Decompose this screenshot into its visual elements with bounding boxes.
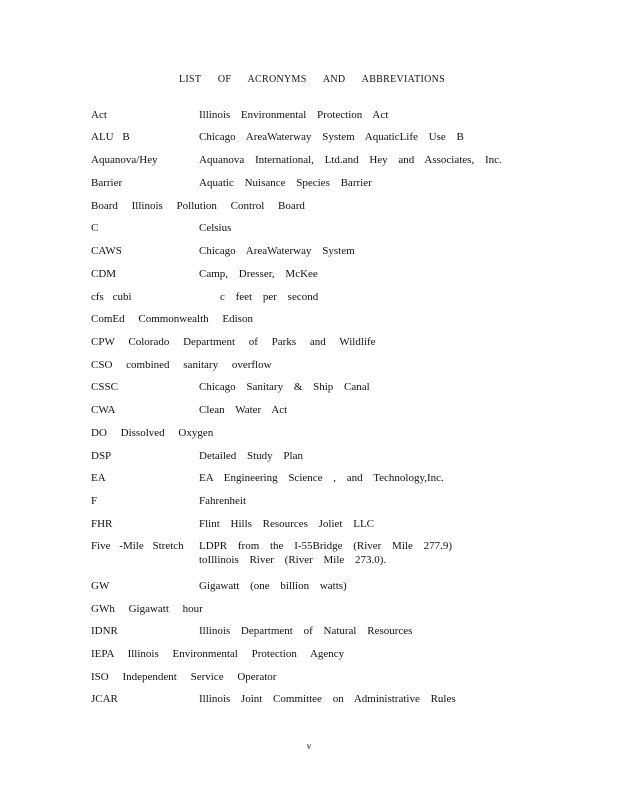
acronym-row [91,221,511,235]
acronym-row [91,517,511,531]
acronym-row [91,670,511,684]
acronym-row [91,602,511,616]
acronym-row [91,624,511,638]
acronym-definition: Camp, Dresser, McKee [199,268,318,280]
acronym-row [91,539,511,569]
acronym-definition: Illinois Joint Committee on Administrative Rules [199,693,456,705]
acronym-term: ALU B [91,131,130,143]
acronym-row [91,176,511,190]
acronym-term: JCAR [91,693,118,705]
acronym-definition: Chicago AreaWaterway System AquaticLife Use B [199,131,464,143]
acronym-definition: Flint Hills Resources Joliet LLC [199,518,374,530]
acronym-term: Barrier [91,177,123,189]
acronym-line: GWh Gigawatt hour [91,603,203,615]
acronym-row [91,199,511,213]
acronym-row [91,335,511,349]
acronym-row [91,153,511,167]
acronym-row [91,108,511,122]
acronym-term: CDM [91,268,117,280]
acronym-term: C [91,222,99,234]
acronym-term: CSSC [91,381,118,393]
acronym-definition: Detailed Study Plan [199,450,303,462]
acronym-line: ISO Independent Service Operator [91,671,277,683]
acronym-definition: EA Engineering Science , and Technology,Inc. [199,472,444,484]
acronym-definition: Aquanova International, Ltd.and Hey and Associates, Inc. [199,154,502,166]
acronym-term: CWA [91,404,116,416]
acronym-definition: c feet per second [220,291,319,303]
acronym-row [91,647,511,661]
acronym-term: IDNR [91,625,118,637]
acronym-definition: Illinois Environmental Protection Act [199,109,389,121]
acronym-row [91,358,511,372]
acronym-row [91,692,511,706]
acronym-definition: Clean Water Act [199,404,288,416]
acronym-row [91,471,511,485]
acronym-term: FHR [91,518,113,530]
acronym-definition: Fahrenheit [199,495,247,507]
acronym-row [91,290,511,304]
acronym-term: GW [91,580,110,592]
acronym-term: F [91,495,98,507]
acronym-line: CSO combined sanitary overflow [91,359,272,371]
acronym-term: CAWS [91,245,122,257]
acronym-line: DO Dissolved Oxygen [91,427,214,439]
acronym-term: Act [91,109,107,121]
acronym-definition: Gigawatt (one billion watts) [199,580,347,592]
acronym-row [91,380,511,394]
acronym-term: Aquanova/Hey [91,154,158,166]
acronym-line: IEPA Illinois Environmental Protection Agency [91,648,345,660]
acronym-row [91,449,511,463]
acronym-row [91,267,511,281]
acronym-line: CPW Colorado Department of Parks and Wildlife [91,336,376,348]
acronym-row [91,130,511,144]
acronym-row [91,426,511,440]
acronym-definition: Illinois Department of Natural Resources [199,625,413,637]
acronym-row [91,244,511,258]
acronym-row [91,403,511,417]
acronym-row [91,312,511,326]
acronym-term: DSP [91,450,112,462]
acronym-line: Board Illinois Pollution Control Board [91,200,305,212]
acronym-definition: Chicago AreaWaterway System [199,245,355,257]
acronym-definition: Chicago Sanitary & Ship Canal [199,381,370,393]
acronym-definition: Aquatic Nuisance Species Barrier [199,177,372,189]
acronym-line: ComEd Commonwealth Edison [91,313,253,325]
acronym-row [91,494,511,508]
acronym-definition: Celsius [199,222,232,234]
acronym-term: cfs cubi [91,291,132,303]
page-number: v [306,741,312,751]
acronym-row [91,579,511,593]
acronym-term: EA [91,472,106,484]
page-title: LIST OF ACRONYMS AND ABBREVIATIONS [178,74,446,85]
acronym-definition: LDPR from the I-55Bridge (River Mile 277.9) toIllinois River (River Mile 273.0). [199,540,452,566]
acronym-term: Five -Mile Stretch [91,540,184,552]
